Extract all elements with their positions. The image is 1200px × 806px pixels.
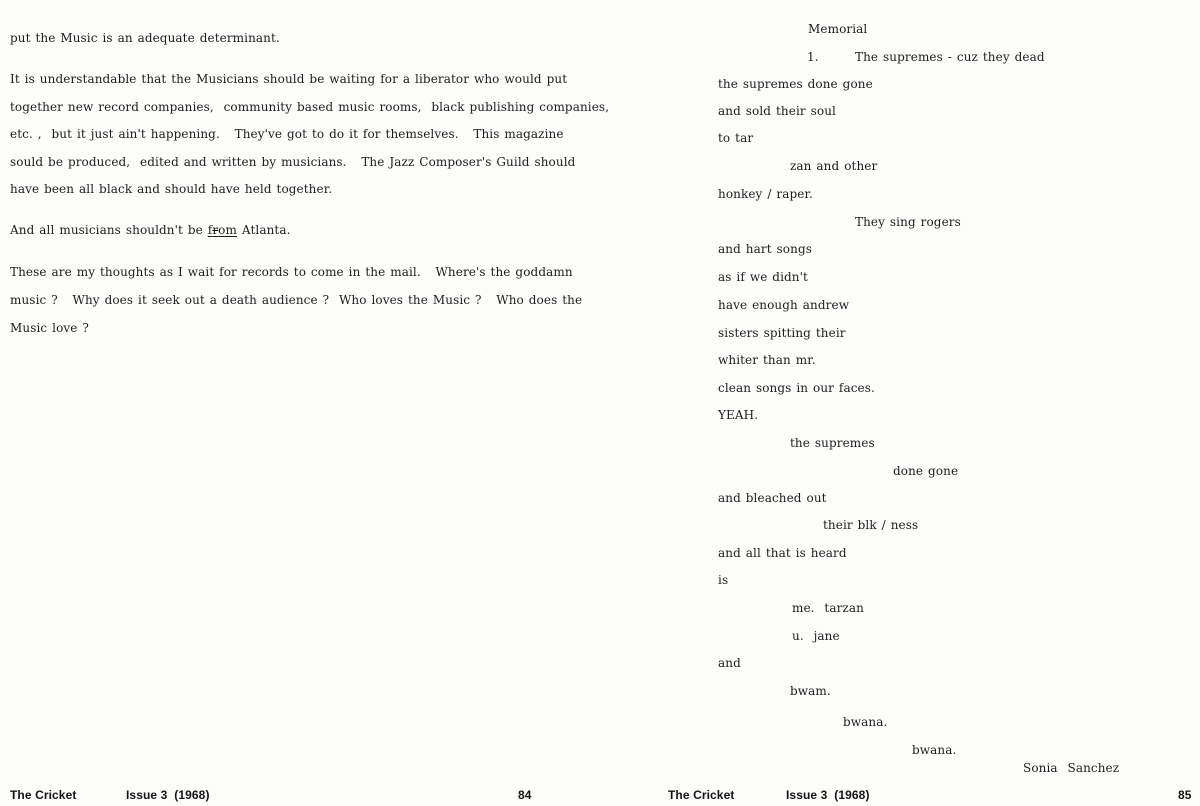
- poem-line: as if we didn't: [718, 270, 808, 284]
- prose-line: These are my thoughts as I wait for records to come in the mail. Where's the goddamn: [10, 265, 573, 279]
- poem-line: whiter than mr.: [718, 353, 816, 367]
- footer-issue-right: Issue 3 (1968): [786, 788, 870, 802]
- poem-line: YEAH.: [718, 408, 759, 422]
- footer-page-number-left: 84: [518, 788, 532, 802]
- poem-line: and sold their soul: [718, 104, 836, 118]
- prose-line: Music love ?: [10, 321, 89, 335]
- poem-line: have enough andrew: [718, 298, 850, 312]
- prose-line: sould be produced, edited and written by musicians. The Jazz Composer's Guild should: [10, 155, 576, 169]
- poem-line: and bleached out: [718, 491, 827, 505]
- poem-line: They sing rogers: [855, 215, 961, 229]
- poem-line: zan and other: [790, 159, 878, 173]
- footer-journal-left: The Cricket: [10, 788, 77, 802]
- prose-line: And all musicians shouldn't be from Atlanta.: [10, 223, 291, 237]
- poem-line: to tar: [718, 131, 754, 145]
- poem-line: their blk / ness: [823, 518, 919, 532]
- poem-line: is: [718, 573, 729, 587]
- footer-bar: [0, 788, 1200, 806]
- poem-section-number: 1.: [807, 50, 819, 64]
- prose-line: together new record companies, community based music rooms, black publishing companies,: [10, 100, 610, 114]
- poem-line: and all that is heard: [718, 546, 847, 560]
- poem-line: the supremes: [790, 436, 875, 450]
- poem-line: clean songs in our faces.: [718, 381, 875, 395]
- prose-line: It is understandable that the Musicians should be waiting for a liberator who would put: [10, 72, 568, 86]
- poem-line: me. tarzan: [792, 601, 864, 615]
- prose-line: music ? Why does it seek out a death audience ? Who loves the Music ? Who does the: [10, 293, 583, 307]
- prose-line: have been all black and should have held together.: [10, 182, 333, 196]
- prose-line: etc. , but it just ain't happening. They've got to do it for themselves. This magazine: [10, 127, 564, 141]
- poem-line: and: [718, 656, 741, 670]
- poem-line: sisters spitting their: [718, 326, 846, 340]
- poem-line: The supremes - cuz they dead: [855, 50, 1045, 64]
- footer-journal-right: The Cricket: [668, 788, 735, 802]
- poem-line: and hart songs: [718, 242, 812, 256]
- poem-title: Memorial: [808, 22, 868, 36]
- prose-line: put the Music is an adequate determinant.: [10, 31, 280, 45]
- poem-line: bwana.: [912, 743, 957, 757]
- poem-line: the supremes done gone: [718, 77, 873, 91]
- poem-line: bwam.: [790, 684, 831, 698]
- poem-line: bwana.: [843, 715, 888, 729]
- poem-line: u. jane: [792, 629, 840, 643]
- poem-line: honkey / raper.: [718, 187, 813, 201]
- author-credit: Sonia Sanchez: [1023, 761, 1120, 775]
- footer-page-number-right: 85: [1178, 788, 1192, 802]
- poem-line: done gone: [893, 464, 959, 478]
- footer-issue-left: Issue 3 (1968): [126, 788, 210, 802]
